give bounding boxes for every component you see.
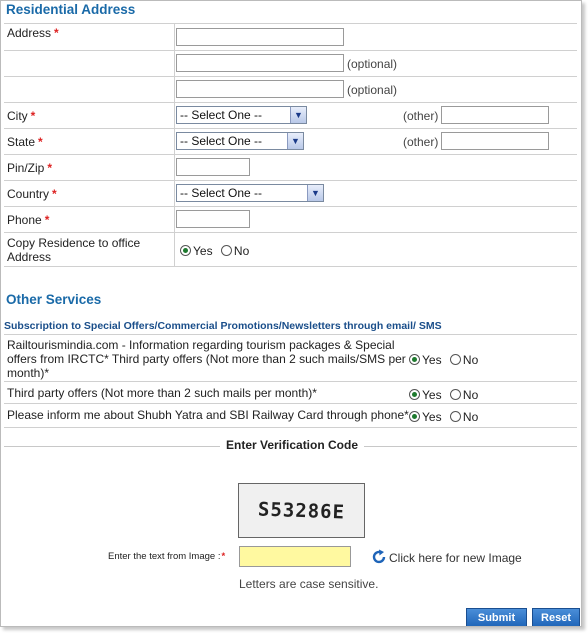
service-shubh-yatra-yes-radio[interactable] [409, 411, 420, 422]
pin-row [4, 155, 577, 181]
reset-button[interactable]: Reset [532, 608, 580, 627]
phone-label: Phone * [7, 213, 50, 227]
service-third-party-radio-group: Yes No [409, 388, 483, 402]
copy-address-label: Copy Residence to office Address [7, 236, 141, 264]
chevron-down-icon: ▼ [307, 185, 323, 201]
optional-hint: (optional) [347, 83, 398, 97]
chevron-down-icon: ▼ [290, 107, 306, 123]
service-shubh-yatra-radio-group: Yes No [409, 410, 483, 424]
city-other-label: (other) [403, 109, 439, 123]
pin-input[interactable] [176, 158, 250, 176]
city-select[interactable]: -- Select One -- ▼ [176, 106, 307, 124]
service-shubh-yatra-no-radio[interactable] [450, 411, 461, 422]
address-row-2 [4, 51, 577, 77]
captcha-input[interactable] [239, 546, 351, 567]
chevron-down-icon: ▼ [287, 133, 303, 149]
city-row [4, 103, 577, 129]
submit-button[interactable]: Submit [466, 608, 527, 627]
verification-title: Enter Verification Code [1, 438, 582, 452]
state-label: State * [7, 135, 43, 149]
address-label: Address * [7, 26, 59, 40]
copy-address-radio-group: Yes No [180, 244, 254, 258]
copy-address-no-radio[interactable] [221, 245, 232, 256]
copy-address-row [4, 233, 577, 267]
state-other-input[interactable] [441, 132, 549, 150]
city-other-input[interactable] [441, 106, 549, 124]
service-row-third-party [4, 382, 577, 404]
copy-address-yes-radio[interactable] [180, 245, 191, 256]
address-line3-input[interactable] [176, 80, 344, 98]
state-row [4, 129, 577, 155]
service-tourism-radio-group: Yes No [409, 353, 483, 367]
country-row [4, 181, 577, 207]
address-row [4, 23, 577, 51]
case-sensitive-note: Letters are case sensitive. [239, 577, 379, 591]
refresh-icon[interactable] [371, 549, 387, 565]
address-line2-input[interactable] [176, 54, 344, 72]
service-third-party-label: Third party offers (Not more than 2 such mails per month)* [7, 386, 317, 400]
residential-address-title: Residential Address [6, 2, 136, 17]
state-select[interactable]: -- Select One -- ▼ [176, 132, 304, 150]
subscription-heading: Subscription to Special Offers/Commercial Promotions/Newsletters through email/ SMS [4, 320, 442, 332]
service-tourism-yes-radio[interactable] [409, 354, 420, 365]
optional-hint: (optional) [347, 57, 398, 71]
address-row-3 [4, 77, 577, 103]
service-tourism-label: Railtourismindia.com - Information regarding tourism packages & Special offers from IRCTC* Third party offers (Not more than 2 such mails/SMS per month)* [7, 338, 406, 380]
city-label: City * [7, 109, 36, 123]
service-row-shubh-yatra [4, 404, 577, 428]
captcha-input-label: Enter the text from Image :* [108, 551, 226, 562]
address-line1-input[interactable] [176, 28, 344, 46]
service-third-party-yes-radio[interactable] [409, 389, 420, 400]
service-third-party-no-radio[interactable] [450, 389, 461, 400]
service-tourism-no-radio[interactable] [450, 354, 461, 365]
country-label: Country * [7, 187, 57, 201]
new-image-link[interactable]: Click here for new Image [389, 551, 522, 565]
service-row-tourism [4, 334, 577, 382]
country-select[interactable]: -- Select One -- ▼ [176, 184, 324, 202]
phone-input[interactable] [176, 210, 250, 228]
other-services-title: Other Services [6, 292, 102, 307]
captcha-image: S53286E [238, 483, 365, 538]
state-other-label: (other) [403, 135, 439, 149]
pin-label: Pin/Zip * [7, 161, 53, 175]
service-shubh-yatra-label: Please inform me about Shubh Yatra and SBI Railway Card through phone* [7, 408, 409, 422]
phone-row [4, 207, 577, 233]
